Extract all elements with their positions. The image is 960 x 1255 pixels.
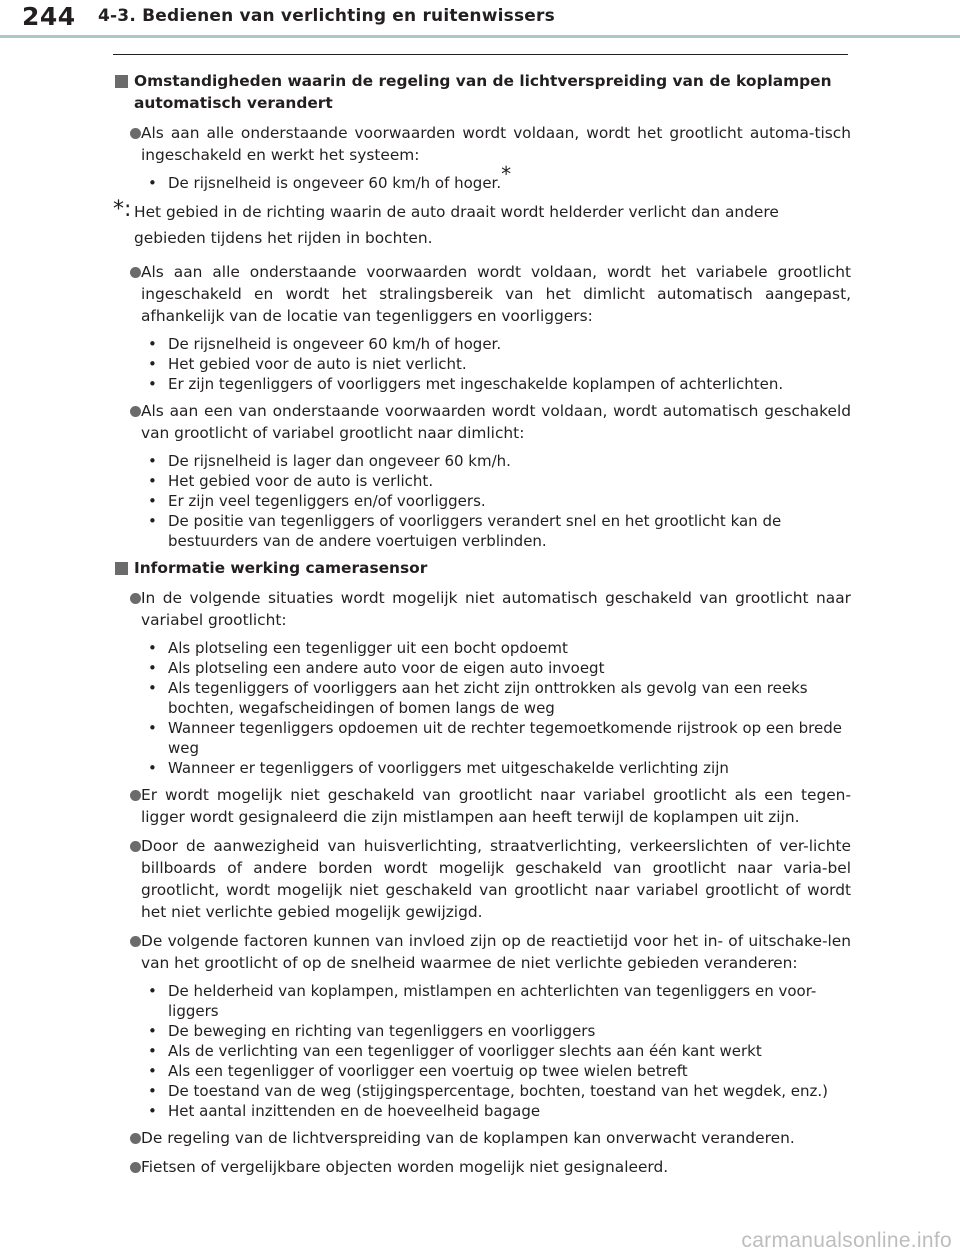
section-heading (113, 70, 851, 114)
chapter-title: 4-3. Bedienen van verlichting en ruitenwissers (98, 6, 555, 26)
circle-bullet-icon (130, 593, 141, 604)
bullet-paragraph (113, 784, 851, 828)
bullet-paragraph (113, 261, 851, 327)
list-item: • Als een tegenligger of voorligger een voertuig op twee wielen betreft (148, 1062, 688, 1080)
paragraph-text: Als aan een van onderstaande voorwaarden wordt voldaan, wordt automatisch geschakeld van grootlicht of variabel grootlicht naar dimlicht: (141, 402, 851, 442)
circle-bullet-icon (130, 936, 141, 947)
paragraph-text: Als aan alle onderstaande voorwaarden wordt voldaan, wordt het variabele grootlicht ingeschakeld en wordt het stralingsbereik van het dimlicht automatisch aangepast, afhankelijk van de locatie van tegenliggers en voorliggers: (141, 263, 851, 325)
bullet-paragraph (113, 400, 851, 444)
bullet-paragraph (113, 835, 851, 923)
condition-list (113, 451, 851, 551)
page-number: 244 (22, 2, 76, 31)
section-heading-text: Omstandigheden waarin de regeling van de lichtverspreiding van de koplampen automatisch verandert (134, 72, 832, 112)
list-item: • De toestand van de weg (stijgingspercentage, bochten, toestand van het wegdek, enz.) (148, 1082, 829, 1100)
bullet-paragraph (113, 122, 851, 166)
square-bullet-icon (115, 75, 128, 88)
footnote-text: Het gebied in de richting waarin de auto draait wordt helderder verlicht dan andere gebieden tijdens het rijden in bochten. (134, 203, 779, 247)
circle-bullet-icon (130, 267, 141, 278)
condition-list (113, 162, 851, 193)
bullet-paragraph (113, 930, 851, 974)
page-header (0, 0, 960, 38)
list-item: • Als plotseling een tegenligger uit een bocht opdoemt (148, 639, 568, 657)
list-item: • De positie van tegenliggers of voorliggers verandert snel en het grootlicht kan de bestuurders van de andere voertuigen verblinden. (148, 512, 782, 550)
list-item: • Het aantal inzittenden en de hoeveelheid bagage (148, 1102, 541, 1120)
list-item: • Het gebied voor de auto is verlicht. (148, 472, 434, 490)
footnote-reference: * (501, 162, 512, 186)
page-content (113, 70, 851, 1185)
paragraph-text: De volgende factoren kunnen van invloed zijn op de reactietijd voor het in- of uitschake-len van het grootlicht of op de snelheid waarmee de niet verlichte gebieden veranderen: (141, 932, 851, 972)
list-item: • De rijsnelheid is lager dan ongeveer 60 km/h. (148, 452, 511, 470)
list-item: • Wanneer er tegenliggers of voorliggers met uitgeschakelde verlichting zijn (148, 759, 729, 777)
list-item: • Het gebied voor de auto is niet verlicht. (148, 355, 467, 373)
circle-bullet-icon (130, 1133, 141, 1144)
condition-list (113, 334, 851, 394)
content-divider (113, 54, 848, 55)
watermark: carmanualsonline.info (741, 1229, 952, 1252)
list-item: • Wanneer tegenliggers opdoemen uit de rechter tegemoetkomende rijstrook op een brede weg (148, 719, 842, 757)
list-item: • De rijsnelheid is ongeveer 60 km/h of hoger.* (148, 162, 512, 192)
section-heading-text: Informatie werking camerasensor (134, 559, 428, 577)
paragraph-text: De regeling van de lichtverspreiding van de koplampen kan onverwacht veranderen. (141, 1129, 795, 1147)
section-heading (113, 557, 851, 579)
situation-list (113, 638, 851, 778)
paragraph-text: Als aan alle onderstaande voorwaarden wordt voldaan, wordt het grootlicht automa-tisch ingeschakeld en werkt het systeem: (141, 124, 851, 164)
paragraph-text: Door de aanwezigheid van huisverlichting, straatverlichting, verkeerslichten of ver-lichte billboards of andere borden wordt mogelijk geschakeld van grootlicht naar varia-bel grootlicht, wordt mogelijk niet geschakeld van grootlicht naar variabel grootlicht of wordt het niet verlichte gebied mogelijk gewijzigd. (141, 837, 851, 921)
circle-bullet-icon (130, 790, 141, 801)
list-item: • De beweging en richting van tegenliggers en voorliggers (148, 1022, 596, 1040)
list-item: • Er zijn veel tegenliggers en/of voorliggers. (148, 492, 486, 510)
circle-bullet-icon (130, 128, 141, 139)
square-bullet-icon (115, 562, 128, 575)
list-item: • Als de verlichting van een tegenligger of voorligger slechts aan één kant werkt (148, 1042, 762, 1060)
list-item: • Er zijn tegenliggers of voorliggers met ingeschakelde koplampen of achterlichten. (148, 375, 784, 393)
circle-bullet-icon (130, 406, 141, 417)
paragraph-text: Fietsen of vergelijkbare objecten worden mogelijk niet gesignaleerd. (141, 1158, 669, 1176)
footnote (113, 199, 851, 251)
bullet-paragraph (113, 1156, 851, 1178)
factor-list (113, 981, 851, 1121)
list-item: • Als plotseling een andere auto voor de eigen auto invoegt (148, 659, 605, 677)
paragraph-text: Er wordt mogelijk niet geschakeld van grootlicht naar variabel grootlicht als een tegen-ligger wordt gesignaleerd die zijn mistlampen aan heeft terwijl de koplampen uit zijn. (141, 786, 851, 826)
paragraph-text: In de volgende situaties wordt mogelijk niet automatisch geschakeld van grootlicht naar variabel grootlicht: (141, 589, 851, 629)
header-rule (0, 35, 960, 38)
list-item: • De rijsnelheid is ongeveer 60 km/h of hoger. (148, 335, 502, 353)
bullet-paragraph (113, 587, 851, 631)
circle-bullet-icon (130, 1162, 141, 1173)
circle-bullet-icon (130, 841, 141, 852)
bullet-paragraph (113, 1127, 851, 1149)
footnote-mark: *: (113, 197, 132, 222)
list-item: • De helderheid van koplampen, mistlampen en achterlichten van tegenliggers en voor-liggers (148, 982, 817, 1020)
list-item: • Als tegenliggers of voorliggers aan het zicht zijn onttrokken als gevolg van een reeks bochten, wegafscheidingen of bomen langs de weg (148, 679, 808, 717)
